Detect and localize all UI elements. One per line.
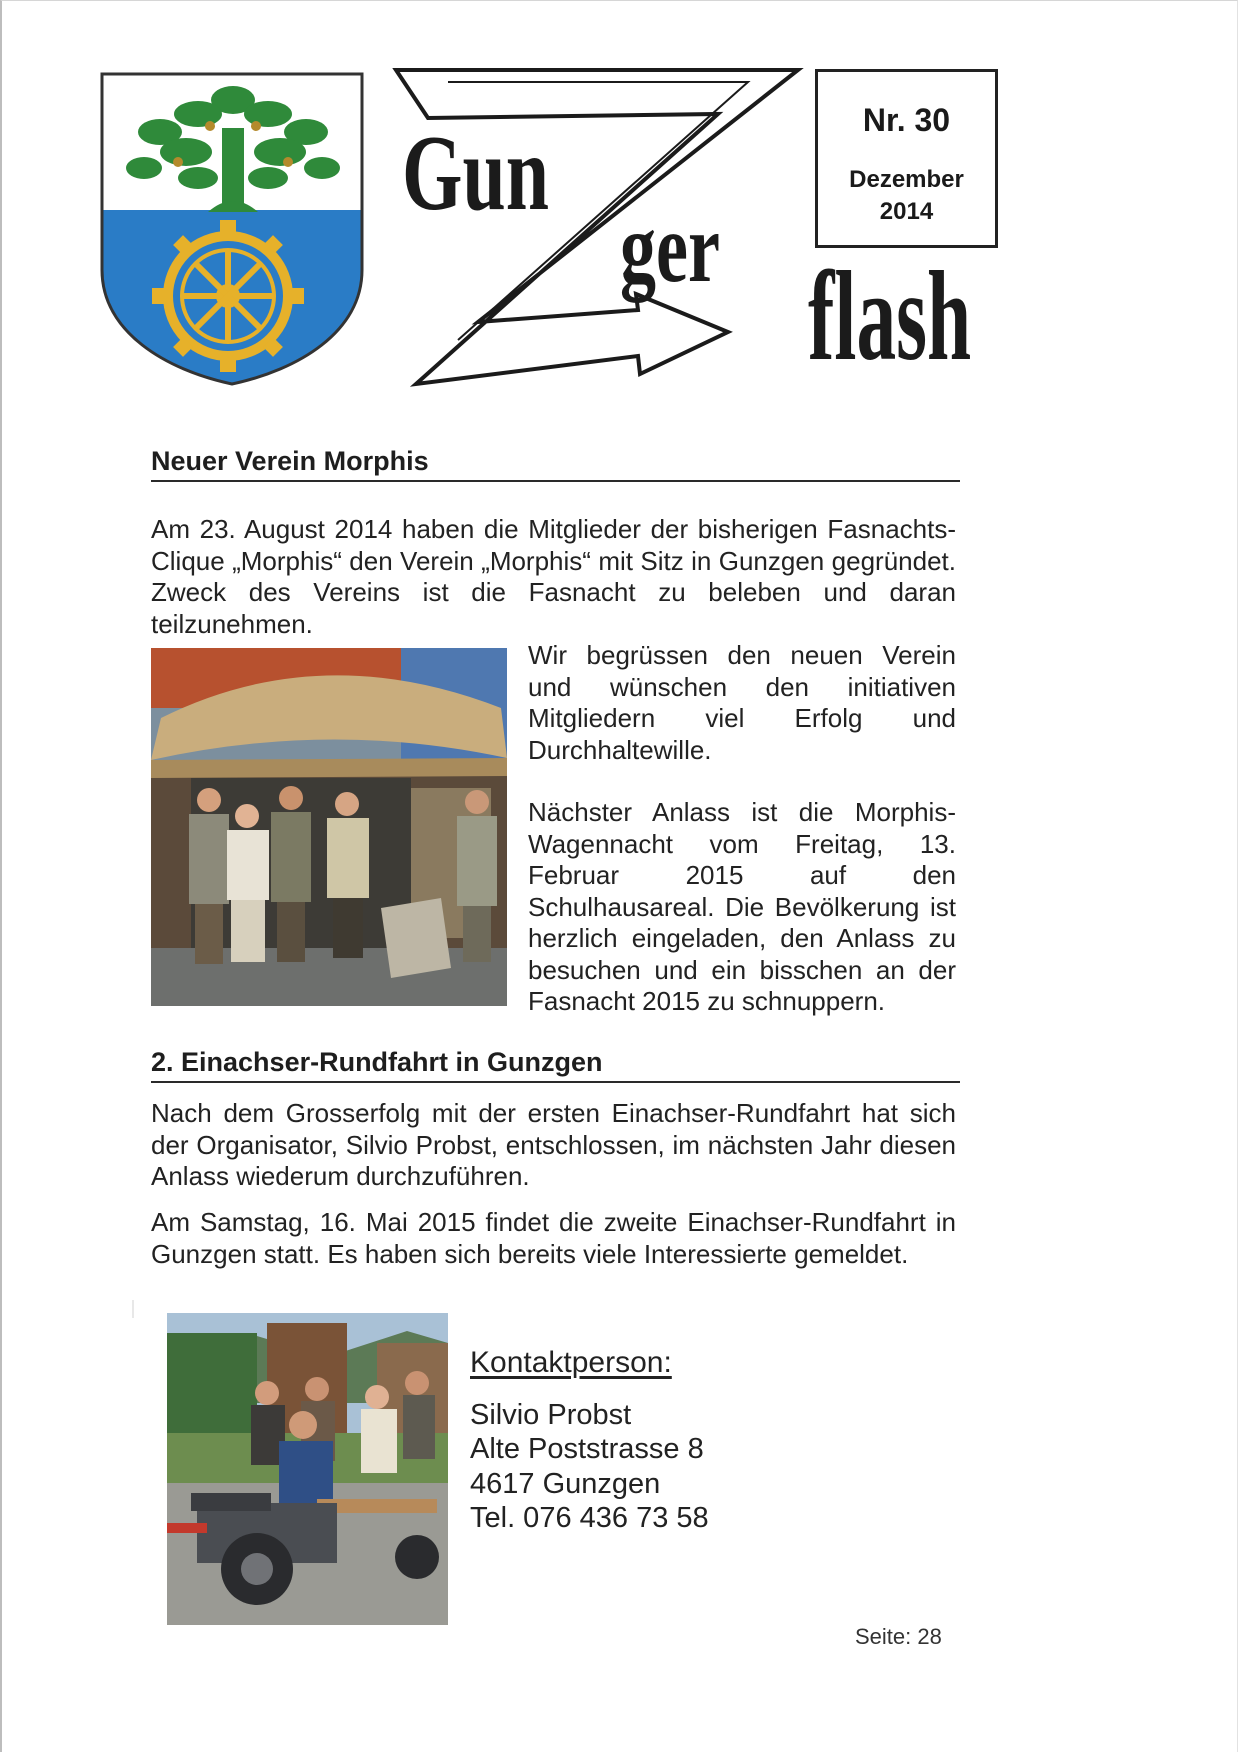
- page-number: Seite: 28: [855, 1624, 942, 1649]
- article-paragraph: Am Samstag, 16. Mai 2015 findet die zweite Einachser-Rundfahrt in Gunzgen statt. Es haben sich bereits viele Interessierte gemeldet.: [151, 1207, 956, 1269]
- issue-date: [818, 164, 995, 228]
- article-heading-morphis: Neuer Verein Morphis: [151, 446, 960, 482]
- issue-box: [815, 69, 998, 248]
- article-heading-einachser: 2. Einachser-Rundfahrt in Gunzgen: [151, 1047, 960, 1083]
- issue-year: 2014: [879, 198, 934, 225]
- issue-number: Nr. 30: [862, 102, 951, 138]
- municipal-coat-of-arms-icon: [98, 70, 366, 388]
- article-paragraph: Am 23. August 2014 haben die Mitglieder der bisherigen Fasnachts-Clique „Morphis“ den Verein „Morphis“ mit Sitz in Gunzgen gegründet. Zweck des Vereins ist die Fasnacht zu beleben und daran teilzunehmen.: [151, 514, 956, 639]
- contact-name: Silvio Probst: [470, 1399, 632, 1431]
- einachser-tractor-photo: [167, 1313, 448, 1625]
- issue-month: Dezember: [849, 166, 964, 193]
- article-paragraph: Wir begrüssen den neuen Verein und wünschen den initiativen Mitgliedern viel Erfolg und Durchhaltewille.: [528, 640, 956, 765]
- contact-city: 4617 Gunzgen: [470, 1468, 661, 1500]
- contact-street: Alte Poststrasse 8: [470, 1433, 704, 1465]
- logo-word-gun: Gun: [402, 114, 549, 233]
- logo-word-flash: flash: [808, 245, 972, 387]
- contact-title: Kontaktperson:: [470, 1346, 672, 1379]
- article-paragraph: Nach dem Grosserfolg mit der ersten Einachser-Rundfahrt hat sich der Organisator, Silvio Probst, entschlossen, im nächsten Jahr diesen Anlass wiederum durchzuführen.: [151, 1098, 956, 1191]
- scan-mark: [132, 1300, 134, 1318]
- contact-phone: Tel. 076 436 73 58: [470, 1502, 709, 1534]
- article-paragraph: Nächster Anlass ist die Morphis-Wagennacht vom Freitag, 13. Februar 2015 auf den Schulhausareal. Die Bevölkerung ist herzlich eingeladen, den Anlass zu besuchen und ein bisschen an der Fasnacht 2015 zu schnuppern.: [528, 797, 956, 1016]
- logo-word-ger: ger: [620, 192, 720, 303]
- morphis-group-photo: [151, 648, 507, 1006]
